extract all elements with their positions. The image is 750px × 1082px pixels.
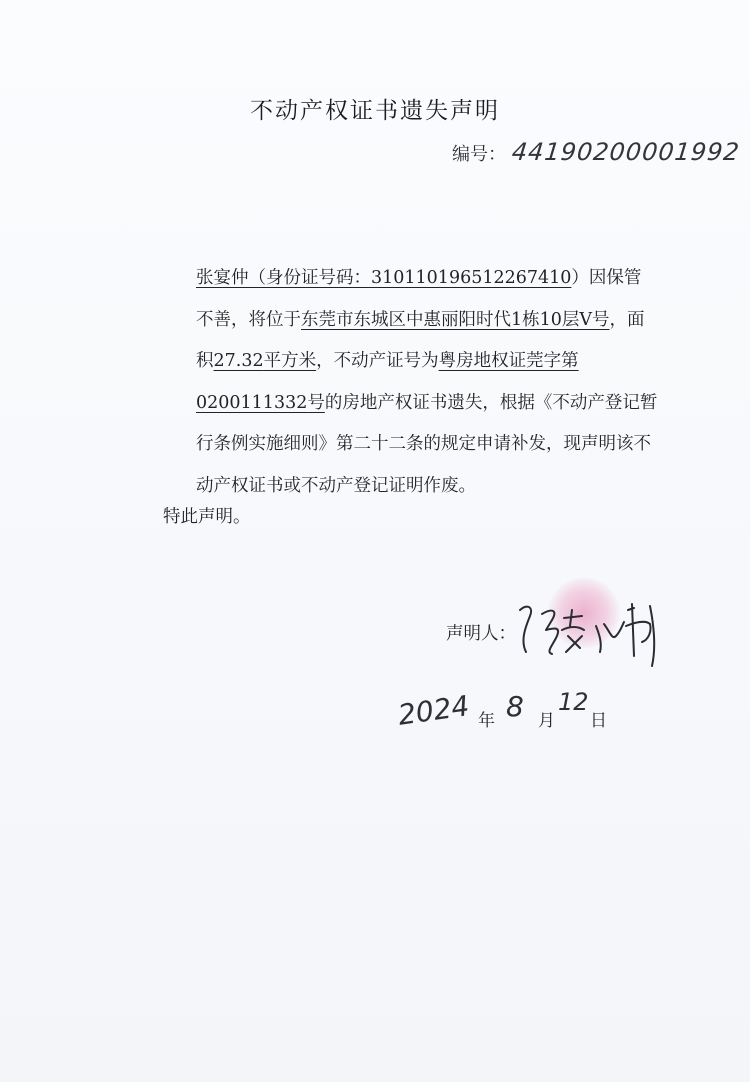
declaration-body — [128, 258, 658, 507]
day-unit: 日 — [590, 711, 607, 731]
serial-value: 44190200001992 — [510, 138, 741, 166]
serial-label: 编号： — [452, 144, 506, 165]
declaration-date — [398, 690, 658, 740]
declaration-text: 的房地产权证书遗失，根据《不动产登记暂行条例实施细则》第二十二条的规定申请补发，现声明该不动产权证书或不动产登记证明作废。 — [196, 392, 658, 496]
handwritten-signature — [512, 596, 662, 676]
date-day: 12 — [558, 688, 589, 716]
property-address: 东莞市东城区中惠丽阳时代1栋10层V号 — [301, 309, 610, 330]
serial-number — [452, 138, 740, 166]
date-year: 2024 — [396, 689, 472, 732]
month-unit: 月 — [538, 711, 555, 731]
property-area: 27.32平方米 — [213, 351, 317, 371]
document-title: 不动产权证书遗失声明 — [250, 98, 500, 124]
year-unit: 年 — [478, 711, 495, 731]
id-number: 310110196512267410 — [371, 268, 572, 288]
certificate-number: 粤房地权证莞字第0200111332号 — [196, 351, 579, 413]
closing-statement: 特此声明。 — [163, 507, 251, 527]
body-line-1: 张宴仲（身份证号码：310110196512267410）因保管不善，将位于东莞市东城区中惠丽阳时代1栋10层V号，面积27.32平方米，不动产证号为粤房地权证莞字第0200111332号的房地产权证书遗失，根据《不动产登记暂行条例实施细则》第二十二条的规定申请补发，现声明该不动产权证书或不动产登记证明作废。 — [196, 268, 658, 496]
declarant-label: 声明人： — [446, 624, 516, 644]
declarant-name-and-id: 张宴仲（身份证号码：310110196512267410 — [196, 268, 572, 288]
date-month: 8 — [506, 690, 524, 723]
